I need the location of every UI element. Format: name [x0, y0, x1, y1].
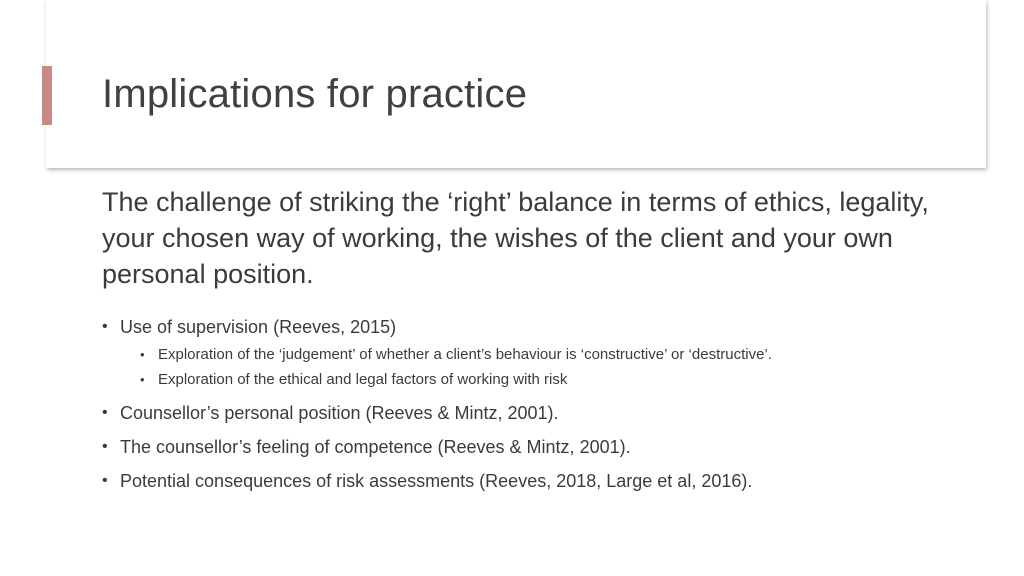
bullet-risk-consequences: • Potential consequences of risk assessments (Reeves, 2018, Large et al, 2016). [102, 468, 982, 494]
slide-title: Implications for practice [102, 72, 528, 116]
sub-bullet-list [120, 342, 982, 392]
bullet-competence: • The counsellor’s feeling of competence (Reeves & Mintz, 2001). [102, 434, 982, 460]
sub-bullet-ethical-legal: • Exploration of the ethical and legal factors of working with risk [140, 367, 982, 392]
bullet-supervision [102, 314, 982, 392]
bullet-personal-position: • Counsellor’s personal position (Reeves & Mintz, 2001). [102, 400, 982, 426]
title-accent-bar [42, 66, 52, 125]
lead-paragraph: The challenge of striking the ‘right’ balance in terms of ethics, legality, your chosen way of working, the wishes of the client and your own personal position. [102, 187, 929, 289]
bullet-text: Use of supervision (Reeves, 2015) [120, 317, 397, 337]
sub-bullet-judgement: • Exploration of the ‘judgement’ of whether a client’s behaviour is ‘constructive’ or ‘destructive’. [140, 342, 982, 367]
bullet-list [102, 314, 982, 502]
